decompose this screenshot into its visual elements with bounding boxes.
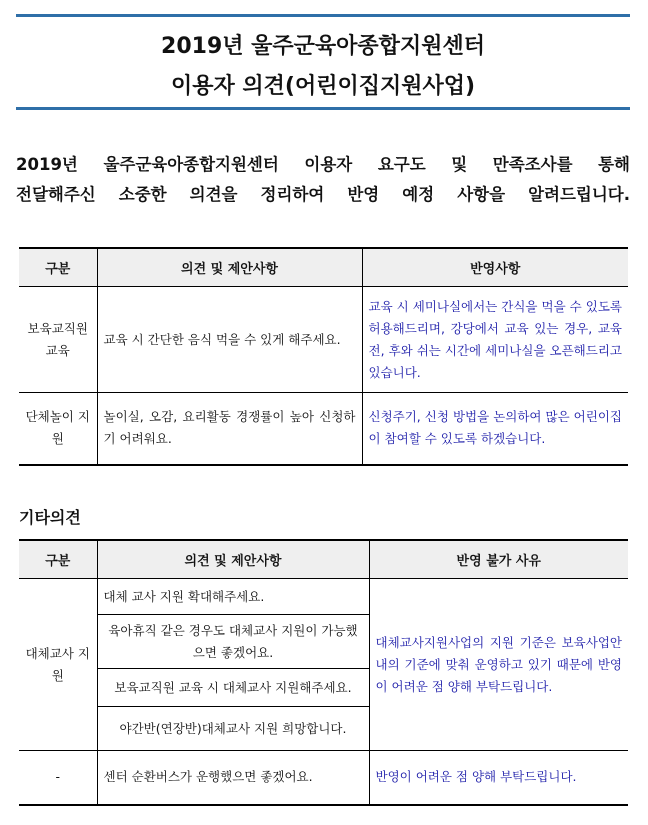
page-title-line2: 이용자 의견(어린이집지원사업) [170,74,476,99]
row-response: 신청주기, 신청 방법을 논의하여 많은 어린이집이 참여할 수 있도록 하겠습니다. [362,393,628,465]
page-title-line1: 2019년 울주군육아종합지원센터 [161,34,485,59]
other-opinions-table [19,539,628,806]
row-reason: 반영이 어려운 점 양해 부탁드립니다. [369,751,628,805]
header-category: 구분 [19,248,97,287]
table-row [19,287,628,393]
row-category: 보육교직원 교육 [19,287,97,393]
table-row [19,393,628,465]
row-category: - [19,751,97,805]
row-opinion: 놀이실, 오감, 요리활동 경쟁률이 높아 신청하기 어려워요. [97,393,362,465]
row-opinion: 센터 순환버스가 운행했으면 좋겠어요. [97,751,369,805]
row-opinion: 보육교직원 교육 시 대체교사 지원해주세요. [97,669,369,707]
table-row [19,579,628,615]
row-opinion: 대체 교사 지원 확대해주세요. [97,579,369,615]
row-opinion: 교육 시 간단한 음식 먹을 수 있게 해주세요. [97,287,362,393]
title-box [16,14,630,110]
header-opinion: 의견 및 제안사항 [97,248,362,287]
row-opinion: 육아휴직 같은 경우도 대체교사 지원이 가능했으면 좋겠어요. [97,615,369,669]
row-category: 단체놀이 지원 [19,393,97,465]
row-opinion: 야간반(연장반)대체교사 지원 희망합니다. [97,707,369,751]
intro-line2: 전달해주신 소중한 의견을 정리하여 반영 예정 사항을 알려드립니다. [16,185,630,204]
reflection-table [19,247,628,466]
table-header-row [19,540,628,579]
header-response: 반영사항 [362,248,628,287]
row-response: 교육 시 세미나실에서는 간식을 먹을 수 있도록 허용해드리며, 강당에서 교육 있는 경우, 교육 전, 후와 쉬는 시간에 세미나실을 오픈해드리고 있습니다. [362,287,628,393]
table-row [19,751,628,805]
intro-text [16,150,630,210]
table-header-row [19,248,628,287]
header-reason: 반영 불가 사유 [369,540,628,579]
header-category: 구분 [19,540,97,579]
header-opinion: 의견 및 제안사항 [97,540,369,579]
row-reason: 대체교사지원사업의 지원 기준은 보육사업안내의 기준에 맞춰 운영하고 있기 때문에 반영이 어려운 점 양해 부탁드립니다. [369,579,628,751]
other-opinions-title: 기타의견 [19,508,81,527]
intro-line1: 2019년 울주군육아종합지원센터 이용자 요구도 및 만족조사를 통해 [16,155,630,174]
row-category: 대체교사 지원 [19,579,97,751]
